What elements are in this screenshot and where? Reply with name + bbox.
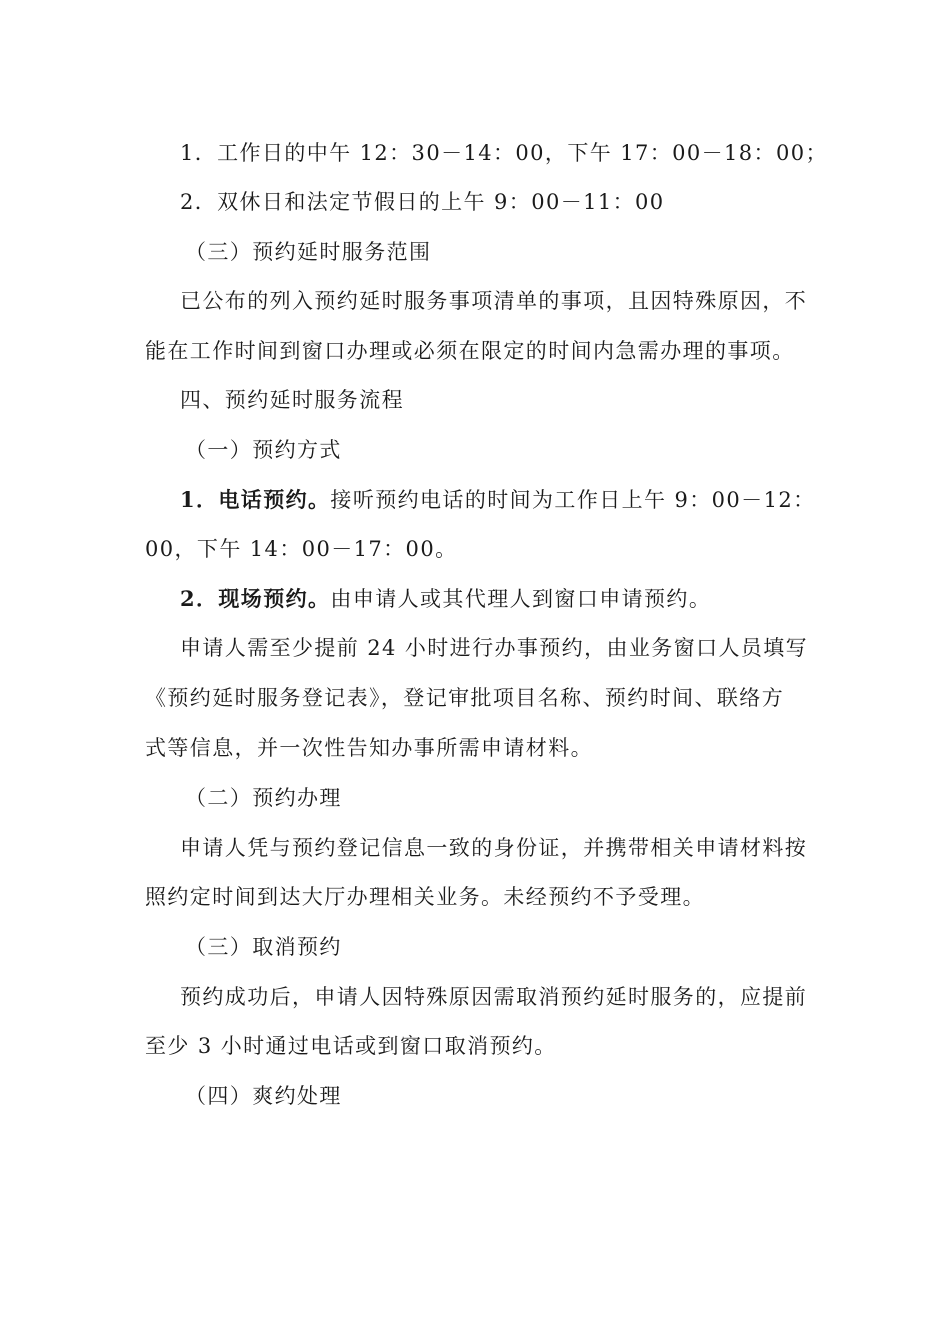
paragraph-phone-booking	[180, 486, 840, 514]
phone-booking-text: 接听预约电话的时间为工作日上午 9：00－12：	[330, 488, 816, 512]
paragraph-advance-booking-3: 式等信息，并一次性告知办事所需申请材料。	[145, 736, 593, 760]
heading-no-show: （四）爽约处理	[185, 1084, 342, 1108]
paragraph-advance-booking-1: 申请人需至少提前 24 小时进行办事预约，由业务窗口人员填写	[180, 636, 809, 660]
phone-booking-title: 1．电话预约。	[180, 487, 331, 512]
paragraph-workday-hours: 1．工作日的中午 12：30－14：00，下午 17：00－18：00；	[180, 141, 828, 165]
onsite-booking-text: 由申请人或其代理人到窗口申请预约。	[330, 587, 712, 611]
paragraph-handling-2: 照约定时间到达大厅办理相关业务。未经预约不予受理。	[145, 885, 705, 909]
paragraph-scope-line-1: 已公布的列入预约延时服务事项清单的事项，且因特殊原因，不	[180, 289, 808, 313]
heading-service-scope: （三）预约延时服务范围	[185, 240, 432, 264]
paragraph-cancel-2: 至少 3 小时通过电话或到窗口取消预约。	[145, 1034, 557, 1058]
paragraph-scope-line-2: 能在工作时间到窗口办理或必须在限定的时间内急需办理的事项。	[145, 339, 795, 363]
heading-booking-method: （一）预约方式	[185, 438, 342, 462]
onsite-booking-title: 2．现场预约。	[180, 586, 331, 611]
heading-cancel-booking: （三）取消预约	[185, 935, 342, 959]
paragraph-handling-1: 申请人凭与预约登记信息一致的身份证，并携带相关申请材料按	[180, 836, 808, 860]
paragraph-advance-booking-2: 《预约延时服务登记表》，登记审批项目名称、预约时间、联络方	[145, 686, 785, 710]
paragraph-phone-booking-cont: 00，下午 14：00－17：00。	[145, 537, 458, 561]
paragraph-onsite-booking	[180, 585, 840, 613]
heading-service-process: 四、预约延时服务流程	[180, 388, 404, 412]
paragraph-cancel-1: 预约成功后，申请人因特殊原因需取消预约延时服务的，应提前	[180, 985, 808, 1009]
paragraph-weekend-hours: 2．双休日和法定节假日的上午 9：00－11：00	[180, 190, 665, 214]
heading-booking-handling: （二）预约办理	[185, 786, 342, 810]
